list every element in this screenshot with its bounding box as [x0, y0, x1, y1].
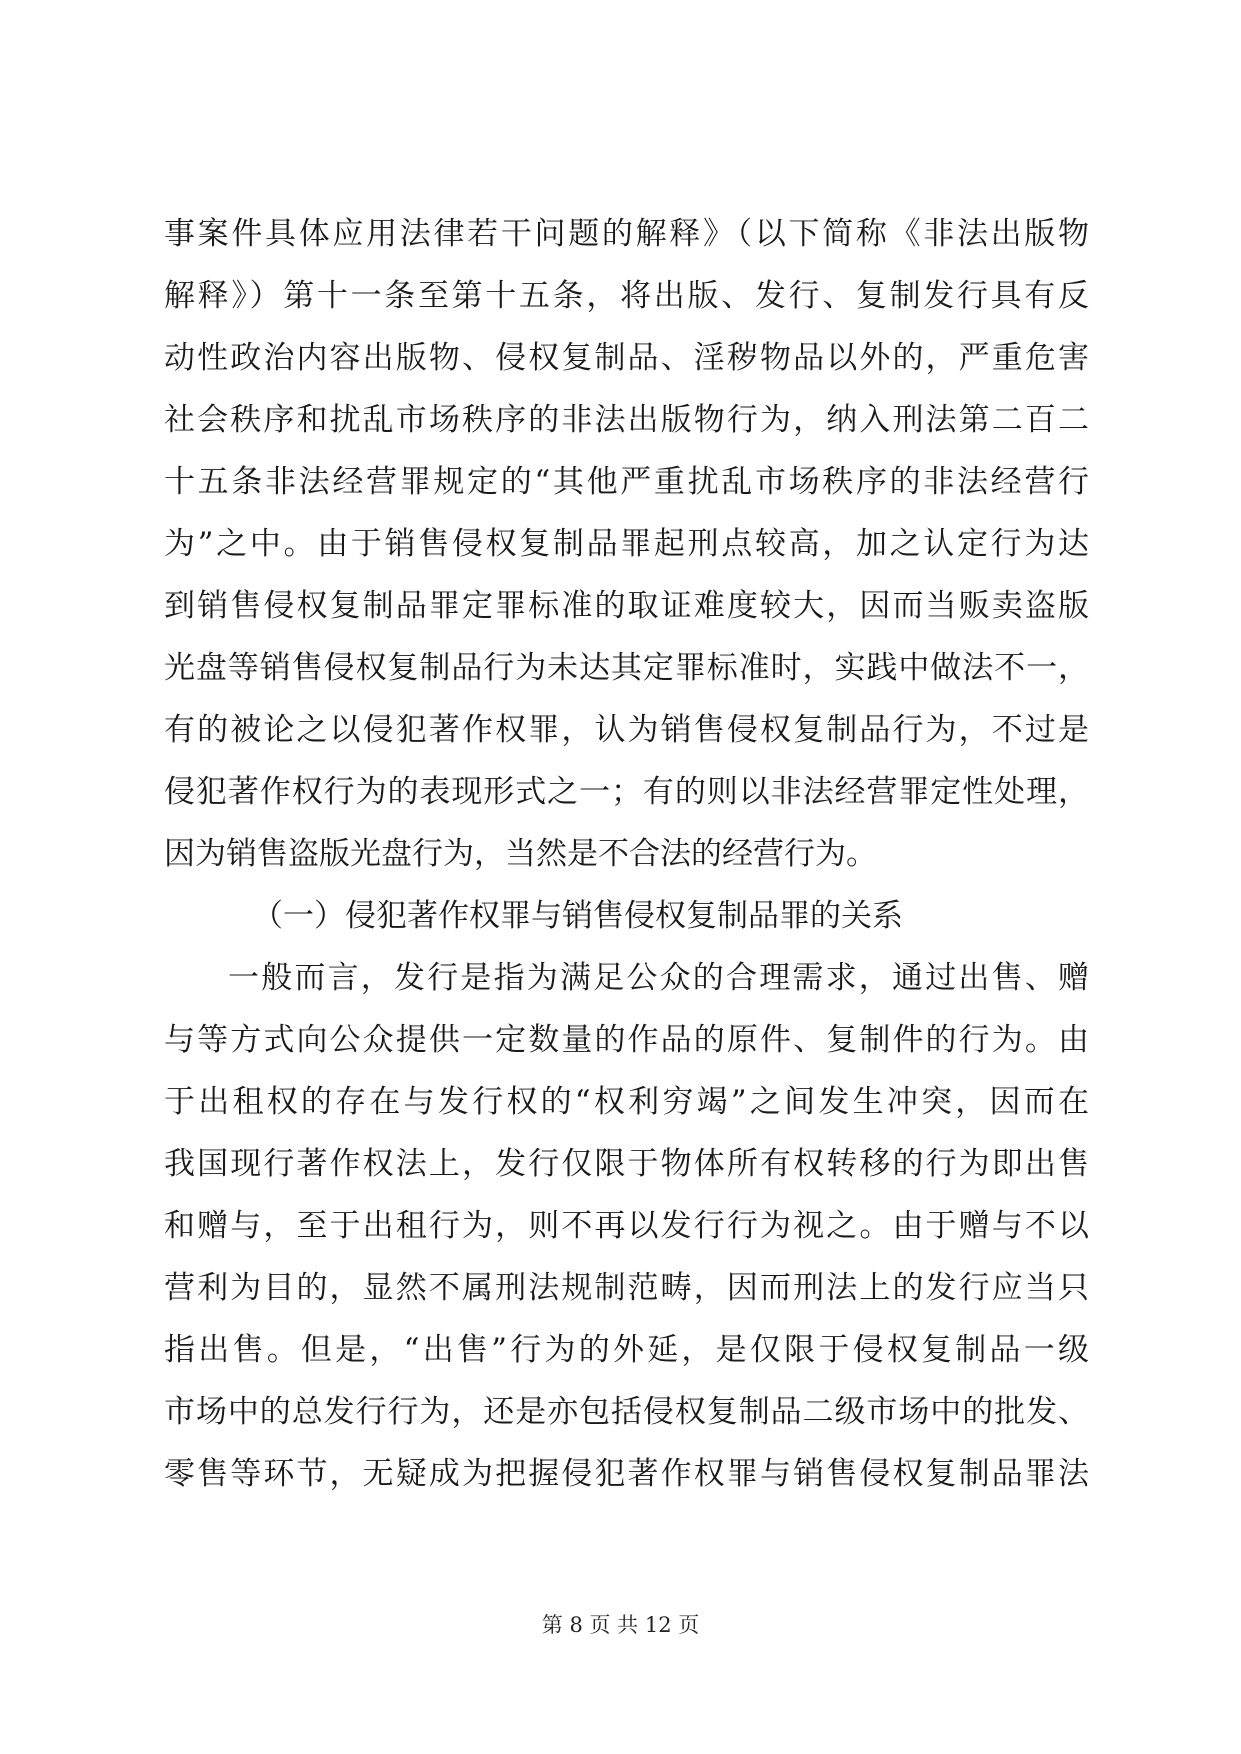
text-line: 光盘等销售侵权复制品行为未达其定罪标准时，实践中做法不一， [164, 650, 1089, 686]
text-line: 与等方式向公众提供一定数量的作品的原件、复制件的行为。由 [164, 1022, 1089, 1058]
text-line: 一般而言，发行是指为满足公众的合理需求，通过出售、赠 [228, 960, 1089, 996]
text-line: 为”之中。由于销售侵权复制品罪起刑点较高，加之认定行为达 [164, 526, 1089, 562]
text-line: 于出租权的存在与发行权的“权利穷竭”之间发生冲突，因而在 [164, 1084, 1089, 1120]
text-line: 社会秩序和扰乱市场秩序的非法出版物行为，纳入刑法第二百二 [164, 402, 1089, 438]
text-line: 解释》）第十一条至第十五条，将出版、发行、复制发行具有反 [164, 278, 1089, 314]
text-line: 动性政治内容出版物、侵权复制品、淫秽物品以外的，严重危害 [164, 340, 1089, 376]
text-line: 我国现行著作权法上，发行仅限于物体所有权转移的行为即出售 [164, 1146, 1089, 1182]
text-line: 十五条非法经营罪规定的“其他严重扰乱市场秩序的非法经营行 [164, 464, 1089, 500]
text-line: 营利为目的，显然不属刑法规制范畴，因而刑法上的发行应当只 [164, 1270, 1089, 1306]
section-heading: （一）侵犯著作权罪与销售侵权复制品罪的关系 [252, 898, 903, 934]
text-line: 到销售侵权复制品罪定罪标准的取证难度较大，因而当贩卖盗版 [164, 588, 1089, 624]
text-line: 侵犯著作权行为的表现形式之一；有的则以非法经营罪定性处理， [164, 774, 1089, 810]
text-line: 事案件具体应用法律若干问题的解释》（以下简称《非法出版物 [164, 216, 1089, 252]
text-line: 市场中的总发行行为，还是亦包括侵权复制品二级市场中的批发、 [164, 1394, 1089, 1430]
text-line: 因为销售盗版光盘行为，当然是不合法的经营行为。 [164, 836, 877, 872]
text-line: 有的被论之以侵犯著作权罪，认为销售侵权复制品行为，不过是 [164, 712, 1089, 748]
text-line: 零售等环节，无疑成为把握侵犯著作权罪与销售侵权复制品罪法 [164, 1456, 1089, 1492]
text-line: 指出售。但是，“出售”行为的外延，是仅限于侵权复制品一级 [164, 1332, 1089, 1368]
page-number: 第 8 页 共 12 页 [541, 1613, 700, 1637]
text-line: 和赠与，至于出租行为，则不再以发行行为视之。由于赠与不以 [164, 1208, 1089, 1244]
